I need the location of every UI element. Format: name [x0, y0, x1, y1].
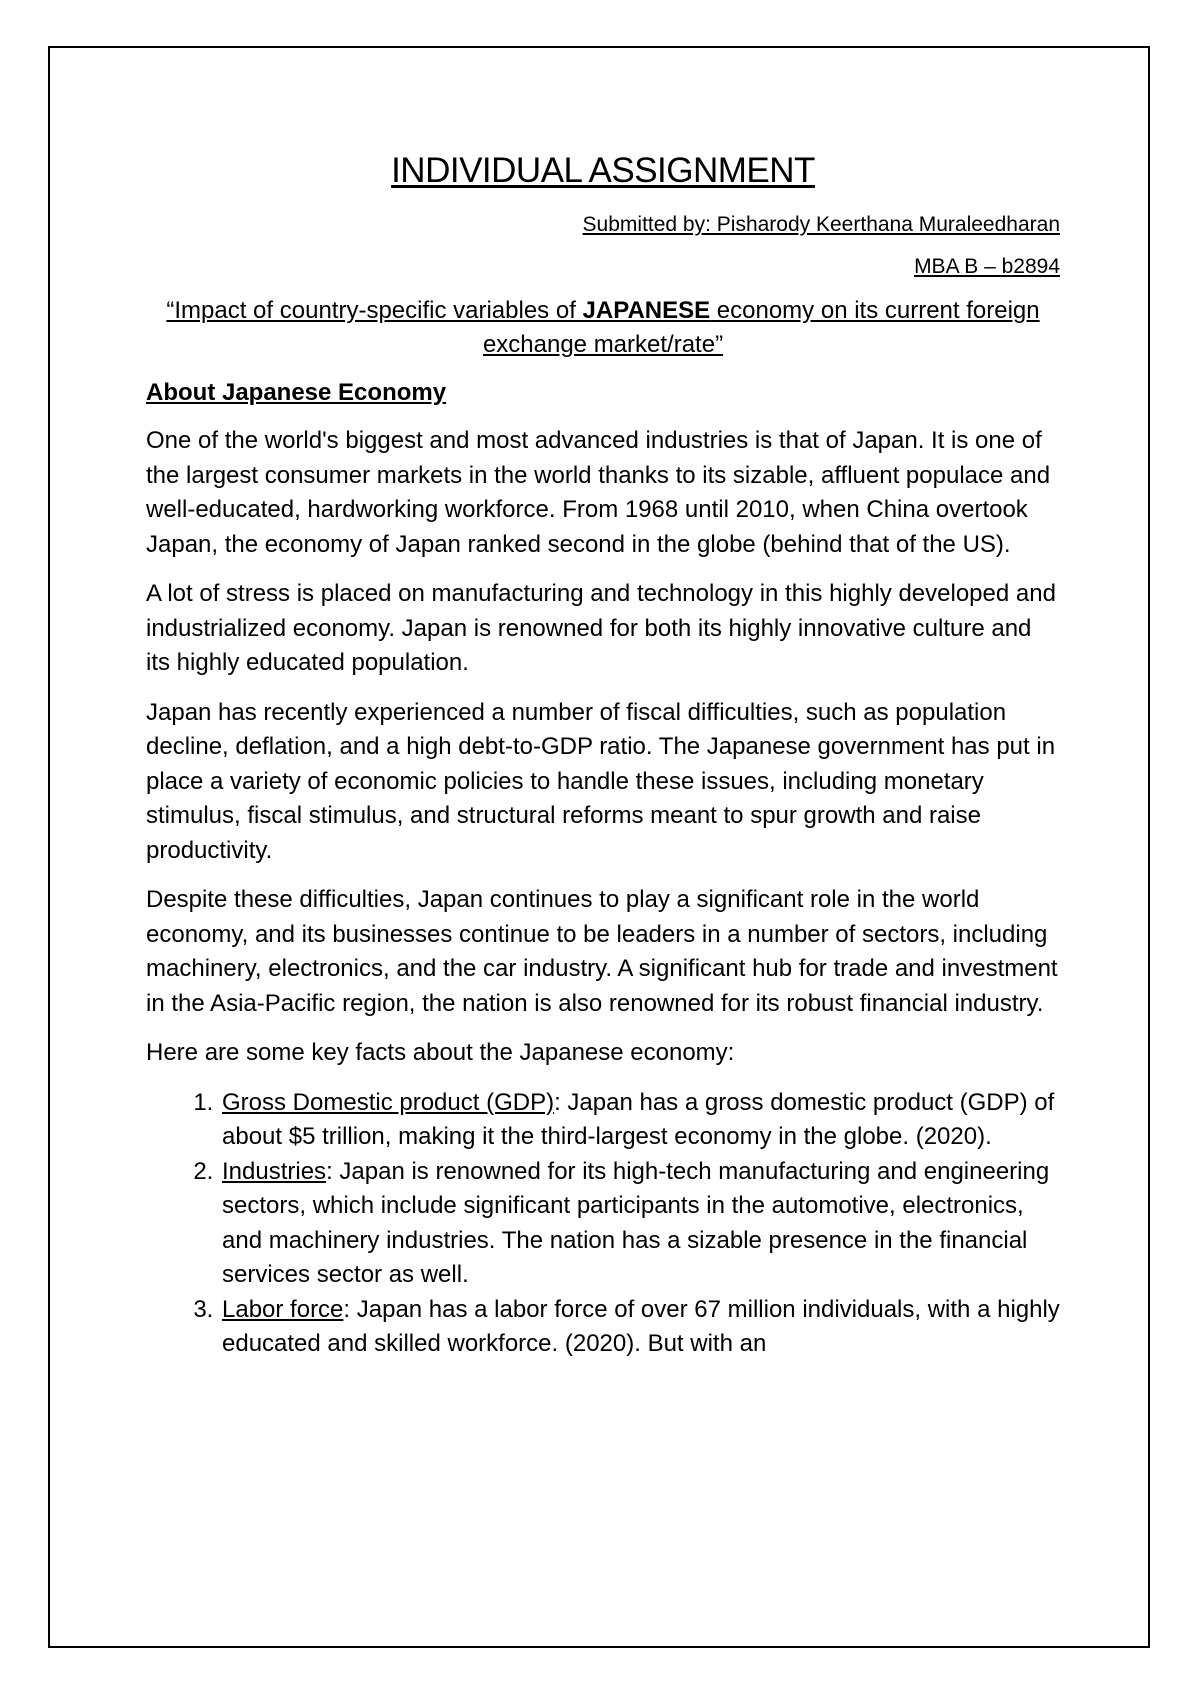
- fact-term: Gross Domestic product (GDP): [222, 1088, 555, 1116]
- submitted-by: Submitted by: Pisharody Keerthana Muraleedharan: [582, 213, 1060, 236]
- fact-text: : Japan has a gross domestic product (GDP) of about $5 trillion, making it the third-largest economy in the globe. (2020).: [222, 1088, 1055, 1150]
- list-item: [220, 1293, 1060, 1362]
- list-item: [220, 1086, 1060, 1155]
- paragraph-manufacturing: A lot of stress is placed on manufacturing and technology in this highly developed and industrialized economy. Japan is renowned for both its highly innovative culture and its highly educated population.: [146, 580, 1056, 676]
- topic-text-bold: JAPANESE: [582, 297, 711, 324]
- program-code: MBA B – b2894: [914, 255, 1060, 278]
- assignment-topic: [146, 294, 1060, 362]
- fact-term: Labor force: [222, 1295, 344, 1323]
- list-item: [220, 1155, 1060, 1293]
- paragraph-fiscal-difficulties: Japan has recently experienced a number of fiscal difficulties, such as population decline, deflation, and a high debt-to-GDP ratio. The Japanese government has put in place a variety of economic policies to handle these issues, including monetary stimulus, fiscal stimulus, and structural reforms meant to spur growth and raise productivity.: [146, 698, 1056, 864]
- fact-text: : Japan is renowned for its high-tech manufacturing and engineering sectors, which include significant participants in the automotive, electronics, and machinery industries. The nation has a sizable presence in the financial services sector as well.: [222, 1157, 1050, 1288]
- topic-text-before: “Impact of country-specific variables of: [166, 297, 583, 324]
- topic-text-after: economy on its current foreign exchange market/rate”: [482, 297, 1040, 358]
- fact-term: Industries: [222, 1157, 327, 1185]
- paragraph-overview: One of the world's biggest and most advanced industries is that of Japan. It is one of the largest consumer markets in the world thanks to its sizable, affluent populace and well-educated, hardworking workforce. From 1968 until 2010, when China overtook Japan, the economy of Japan ranked second in the globe (behind that of the US).: [146, 427, 1051, 558]
- section-heading: About Japanese Economy: [146, 379, 447, 406]
- paragraph-key-facts-intro: Here are some key facts about the Japanese economy:: [146, 1039, 735, 1066]
- paragraph-world-role: Despite these difficulties, Japan continues to play a significant role in the world economy, and its businesses continue to be leaders in a number of sectors, including machinery, electronics, and the car industry. A significant hub for trade and investment in the Asia-Pacific region, the nation is also renowned for its robust financial industry.: [146, 886, 1058, 1017]
- document-body: [146, 140, 1060, 1362]
- document-title: INDIVIDUAL ASSIGNMENT: [391, 151, 815, 190]
- key-facts-list: [146, 1086, 1060, 1362]
- fact-text: : Japan has a labor force of over 67 million individuals, with a highly educated and skilled workforce. (2020). But with an: [222, 1295, 1060, 1357]
